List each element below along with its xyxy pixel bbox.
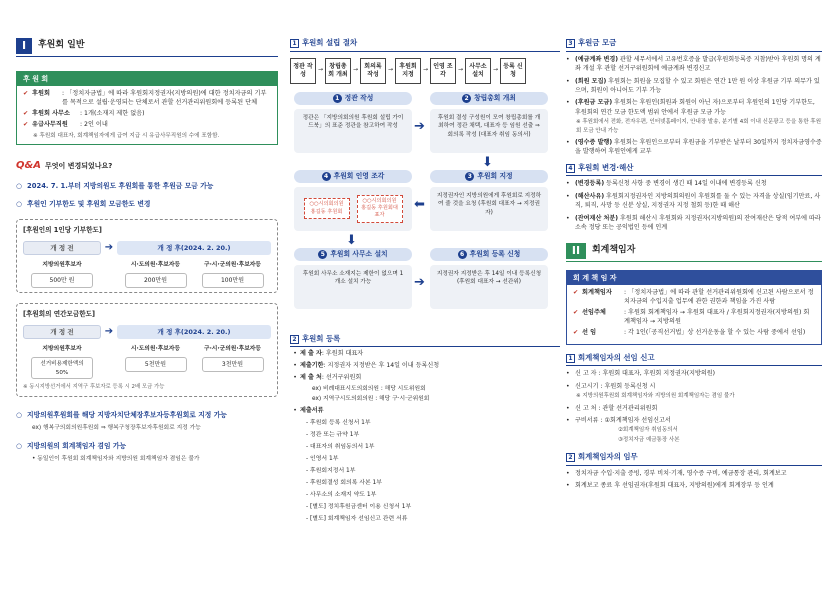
arrow-down-icon: ⬇	[346, 232, 357, 248]
definition-box	[16, 71, 278, 145]
list-item: • 제출기한: 지정권자 지정받은 후 14일 이내 등록신청	[293, 362, 440, 370]
flow-step: 사무소 설치	[465, 58, 491, 84]
section-header: 1 회계책임자의 선임 신고	[566, 353, 822, 367]
arrow-right-icon: ➔	[414, 274, 425, 290]
donation-limit-table: [후원인의 1인당 기부한도] 개 정 전 지방의원후보자 500만 원 ➔ 개 정 후(2024. 2. 20.) 시·도의원·후보자등 200만원 구·시·군의원·후보자등 100만원	[16, 219, 278, 293]
box-title: 회 계 책 임 자	[567, 271, 821, 285]
arrow-icon: →	[457, 66, 464, 74]
flow-step: 회의록 작성	[360, 58, 386, 84]
arrow-down-icon: ⬇	[482, 154, 493, 170]
list-item: • (해산사유) 후원회지정권자인 지방의회의원이 후원회를 둘 수 있는 자격을 상실(임기만료, 사직, 퇴직, 사망 등 신분 상실, 지정권자 지정 철회 등)한 때 해산	[566, 192, 821, 210]
list-item: • (회원 모집) 후원회는 회원을 모집할 수 있고 회원은 연간 1만 원 이상 후원금 기부 의무가 있으며, 회원이 아니어도 기부 가능	[566, 77, 820, 95]
step-card: 1 정관 작성 정관은 「지방의회의원 후원회 설립 가이드북」의 표준 정관을 참고하여 작성	[294, 92, 412, 153]
arrow-right-icon: ➔	[414, 118, 425, 134]
list-item: • 제 출 처: 선거구위원회	[293, 374, 362, 382]
section-title: 후원회 일반	[37, 40, 85, 51]
doc-item: - 후원회지정서 1부	[306, 467, 356, 474]
qa-item-1: ○ 2024. 7. 1.부터 지방의원도 후원회를 통한 후원금 모금 가능	[16, 181, 214, 190]
doc-item: - 후원회 등록 신청서 1부	[306, 419, 371, 426]
doc-item: - 인영서 1부	[306, 455, 339, 462]
definition-row: ✔ 회계책임자 : 「정치자금법」에 따라 관할 선거관리위원회에 신고된 사람으로서 정치자금의 수입지출 업무에 관한 권한과 책임을 가진 사람	[573, 288, 814, 305]
flow-step: 등록 신청	[500, 58, 526, 84]
column-3: 3 후원금 모금 • (예금계좌 변경) 관할 세무서에서 고유번호증을 발급(후원회등록증 지참)받아 후원회 명의 계좌 개설 후 관할 선거구위원회에 예금계좌 변경신고 • (회원 모집) 후원회는 회원을 모집할 수 있고 회원은 연간 1만 원 이상 후원금 기부 의무가 있으며, 회원이 아니어도 기부 가능 • (후원금 모금) 후원회는 후원인(회원과 회원이 아닌 자)으로부터 후원인의 1인당 기부한도, 후원회의 연간 모금 한도액 범위 안에서 후원금 모금 가능 ※ 후원회에서 전화, 전자우편, 인터넷홈페이지, 안내장 발송, 분기별 4회 이내 신문광고 등을 통한 후원회 모금 안내 가능 • (영수증 발행) 후원회는 후원인으로부터 후원금을 기부받은 날부터 30일까지 정치자금영수증을 발행하여 후원인에게 교부 4 후원회 변경·해산 • (변경등록) 등록신청 사항 중 변경이 생긴 때 14일 이내에 변경등록 신청 • (해산사유) 후원회지정권자인 지방의회의원이 후원회를 둘 수 있는 자격을 상실(임기만료, 사직, 퇴직, 사망 등 신분 상실, 지정권자 지정 철회 등)한 때 해산 • (잔여재산 처분) 후원회 해산시 후원회와 지정권자(지방의원)의 잔여재산은 당적 여부에 따라 소속 정당 또는 공익법인 등에 인계 II 회계책임자 회 계 책 임 자 ✔ 회계책임자 : 「정치자금법」에 따라 관할 선거관리위원회에 신고된 사람으로서 정치자금의 수입지출 업무에 관한 권한과 책임을 가진 사람 ✔ 선임주체 : 후원회 회계책임자 → 후원회 대표자 / 후원회지정권자(지방의원) 회계책임자 → 지방의원 ✔ 선 임 : 각 1인(「공직선거법」상 선거운동을 할 수 있는 사람 중에서 선임) 1 회계책임자의 선임 신고 • 신 고 자 : 후원회 대표자, 후원회 지정권자(지방의원) • 신고시기 : 후원회 등록신청 시 ※ 지방의원후원회 회계책임자와 지방의원 회계책임자는 겸임 불가 • 신 고 처 : 관할 선거관리위원회 • 구비서류 : ①회계책임자 선임신고서 ②회계책임자 취임동의서 ③정치자금 예금통장 사본 2 회계책임자의 임무 • 정치자금 수입·지출 증빙, 경부 비치·기재, 영수증 구비, 예금통장 관리, 회계보고 • 회계보고 종료 후 선임권자(후원회 대표자, 지방의원)에게 회계장부 등 인계	[566, 38, 822, 490]
list-item: • 제출서류	[293, 406, 324, 414]
arrow-right-icon: ➔	[104, 241, 114, 253]
list-item: • 신 고 처 : 관할 선거관리위원회	[566, 404, 658, 412]
check-icon: ✔	[573, 288, 579, 296]
list-item: • (잔여재산 처분) 후원회 해산시 후원회와 지정권자(지방의원)의 잔여재산은 당적 여부에 따라 소속 정당 또는 공익법인 등에 인계	[566, 214, 821, 232]
check-icon: ✔	[23, 110, 29, 118]
stamp-sample: ○○시의회의원 홍길동 후원회대표자	[357, 195, 403, 223]
definition-row: ✔ 선임주체 : 후원회 회계책임자 → 후원회 대표자 / 후원회지정권자(지방의원) 회계책임자 → 지방의원	[573, 308, 810, 325]
flow-step: 창립총회 개최	[325, 58, 351, 84]
section-header: 2 회계책임자의 임무	[566, 452, 822, 466]
qa-item-2: ○ 후원인 기부한도 및 후원회 모금한도 변경	[16, 199, 151, 208]
roman-numeral: I	[16, 38, 32, 54]
stamp-sample: ○○시의회의원 홍길동 후원회	[304, 198, 350, 219]
list-item: • (예금계좌 변경) 관할 세무서에서 고유번호증을 발급(후원회등록증 지참)받아 후원회 명의 계좌 개설 후 관할 선거구위원회에 예금계좌 변경신고	[566, 55, 821, 73]
doc-item: - 후원회결성 회의록 사본 1부	[306, 479, 382, 486]
list-item: • (후원금 모금) 후원회는 후원인(회원과 회원이 아닌 자)으로부터 후원인의 1인당 기부한도, 후원회의 연간 모금 한도액 범위 안에서 후원금 모금 가능	[566, 99, 815, 116]
flow-step: 인영 조각	[430, 58, 456, 84]
section-header-2	[566, 243, 822, 262]
list-item: • (변경등록) 등록신청 사항 중 변경이 생긴 때 14일 이내에 변경등록 신청	[566, 180, 767, 188]
list-item: • 정치자금 수입·지출 증빙, 경부 비치·기재, 영수증 구비, 예금통장 관리, 회계보고	[566, 469, 787, 477]
definition-row: ✔ 후원회 사무소 : 1개(소재지 제한 없음)	[23, 110, 145, 118]
step-card: 2 창립총회 개최 후원회 결성 구성원이 모여 창립총회를 개최하여 정관 채택, 대표자 등 임원 선출 ⇒ 회의록 작성 (대표자 취임 동의서)	[430, 92, 548, 153]
arrow-right-icon: ➔	[104, 325, 114, 337]
doc-item: - 대표자의 취임동의서 1부	[306, 443, 375, 450]
list-item: • 회계보고 종료 후 선임권자(후원회 대표자, 지방의원)에게 회계장부 등 인계	[566, 482, 774, 490]
column-2: 1 후원회 설립 절차 정관 작성 → 창립총회 개최 → 회의록 작성 → 후원회 지정 → 인영 조각 → 사무소 설치 → 등록 신청 1 정관 작성 정관은 「지방의회의원 후원회 설립 가이드북」의 표준 정관을 참고하여 작성 ➔ 2 창립총회 개최 후원회 결성 구성원이 모여 창립총회를 개최하여 정관 채택, 대표자 등 임원 선출 ⇒ 회의록 작성 (대표자 취임 동의서) ⬇ 4 후원회 인영 조각 ○○시의회의원 홍길동 후원회 ○○시의회의원 홍길동 후원회대표자 ⬅ 3 후원회 지정 지정권자인 지방의원에게 후원회로 지정하여 줄 것을 요청 (후원회 대표자 → 지정권자) ⬇ 5 후원회 사무소 설치 후원회 사무소 소재지는 제한이 없으며 1개소 설치 가능 ➔ 6 후원회 등록 신청 지정권자 지정받은 후 14일 이내 등록신청 (후원회 대표자 → 선관위) 2 후원회 등록 • 제 출 자: 후원회 대표자 • 제출기한: 지정권자 지정받은 후 14일 이내 등록신청 • 제 출 처: 선거구위원회 ex) 비례대표시도의회의원 : 해당 시도위원회 ex) 지역구시도의회의원 : 해당 구·시·군위원회 • 제출서류 - 후원회 등록 신청서 1부 - 정관 또는 규약 1부 - 대표자의 취임동의서 1부 - 인영서 1부 - 후원회지정서 1부 - 후원회결성 회의록 사본 1부 - 사무소의 소재지 약도 1부 - [별도] 정치후원금센터 이용 신청서 1부 - [별도] 회계책임자 선임신고 관련 서류	[290, 38, 560, 523]
step-card: 5 후원회 사무소 설치 후원회 사무소 소재지는 제한이 없으며 1개소 설치 가능	[294, 248, 412, 309]
section-header: 3 후원금 모금	[566, 38, 822, 52]
arrow-icon: →	[317, 66, 324, 74]
process-flow	[290, 58, 560, 84]
roman-numeral: II	[566, 243, 586, 259]
section-header: 2 후원회 등록	[290, 334, 560, 348]
step-card: 3 후원회 지정 지정권자인 지방의원에게 후원회로 지정하여 줄 것을 요청 (후원회 대표자 → 지정권자)	[430, 170, 548, 231]
definition-box	[566, 270, 822, 345]
list-item: • 신고시기 : 후원회 등록신청 시	[566, 382, 656, 390]
arrow-left-icon: ⬅	[414, 196, 425, 212]
step-card: 4 후원회 인영 조각 ○○시의회의원 홍길동 후원회 ○○시의회의원 홍길동 후원회대표자	[294, 170, 412, 231]
qa-item-3: ○ 지방의원후원회를 해당 지방자치단체장후보자등후원회로 지정 가능	[16, 411, 227, 420]
flow-step: 정관 작성	[290, 58, 316, 84]
qa-header: Q&A 무엇이 변경되었나요?	[16, 160, 113, 172]
check-icon: ✔	[573, 328, 579, 336]
definition-row: ✔ 후원회 : 「정치자금법」에 따라 후원회지정권자(지방의원)에 대한 정치자금의 기부를 목적으로 설립·운영되는 단체로서 관할 선거관리위원회에 등록된 단체	[23, 90, 267, 107]
definition-row: ✔ 선 임 : 각 1인(「공직선거법」상 선거운동을 할 수 있는 사람 중에서 선임)	[573, 328, 806, 336]
annual-limit-table: [후원회의 연간모금한도] 개 정 전 지방의원후보자 선거비용제한액의 50% ➔ 개 정 후(2024. 2. 20.) 시·도의원·후보자등 5천만원 구·시·군의원·후보자등 3천만원 ※ 동시지방선거에서 지역구 후보자로 등록 시 2배 모금 가능	[16, 303, 278, 397]
column-1: I 후원회 일반 후 원 회 ✔ 후원회 : 「정치자금법」에 따라 후원회지정권자(지방의원)에 대한 정치자금의 기부를 목적으로 설립·운영되는 단체로서 관할 선거관리위원회에 등록된 단체 ✔ 후원회 사무소 : 1개(소재지 제한 없음) ✔ 유급사무직원 : 2인 이내 ※ 후원회 대표자, 회계책임자에게 급여 지급 시 유급사무직원의 수에 포함함. Q&A 무엇이 변경되었나요? ○ 2024. 7. 1.부터 지방의원도 후원회를 통한 후원금 모금 가능 ○ 후원인 기부한도 및 후원회 모금한도 변경 [후원인의 1인당 기부한도] 개 정 전 지방의원후보자 500만 원 ➔ 개 정 후(2024. 2. 20.) 시·도의원·후보자등 200만원 구·시·군의원·후보자등 100만원 [후원회의 연간모금한도] 개 정 전 지방의원후보자 선거비용제한액의 50% ➔ 개 정 후(2024. 2. 20.) 시·도의원·후보자등 5천만원 구·시·군의원·후보자등 3천만원 ※ 동시지방선거에서 지역구 후보자로 등록 시 2배 모금 가능 ○ 지방의원후원회를 해당 지방자치단체장후보자등후원회로 지정 가능 ex) 행복구의회의원후원회 ⇒ 행복구청장후보자후원회로 지정 가능 ○ 지방의원의 회계책임자 겸임 가능 • 동일인이 후원회 회계책임자와 지방의원 회계책임자 겸임은 불가	[16, 38, 278, 464]
list-item: • 제 출 자: 후원회 대표자	[293, 350, 364, 358]
list-item: • 구비서류 : ①회계책임자 선임신고서	[566, 417, 671, 425]
doc-item: - 사무소의 소재지 약도 1부	[306, 491, 377, 498]
section-header: 4 후원회 변경·해산	[566, 163, 822, 177]
doc-item: - [별도] 회계책임자 선임신고 관련 서류	[306, 515, 408, 522]
check-icon: ✔	[23, 121, 29, 129]
section-header: 1 후원회 설립 절차	[290, 38, 560, 52]
step-diagram	[290, 92, 560, 316]
check-icon: ✔	[23, 90, 29, 98]
section-title: 회계책임자	[591, 245, 636, 256]
arrow-icon: →	[387, 66, 394, 74]
arrow-icon: →	[352, 66, 359, 74]
check-icon: ✔	[573, 308, 579, 316]
doc-item: - [별도] 정치후원금센터 이용 신청서 1부	[306, 503, 412, 510]
arrow-icon: →	[492, 66, 499, 74]
step-card: 6 후원회 등록 신청 지정권자 지정받은 후 14일 이내 등록신청 (후원회 대표자 → 선관위)	[430, 248, 548, 309]
arrow-icon: →	[422, 66, 429, 74]
box-note: ※ 후원회 대표자, 회계책임자에게 급여 지급 시 유급사무직원의 수에 포함함.	[33, 133, 220, 140]
list-item: • 신 고 자 : 후원회 대표자, 후원회 지정권자(지방의원)	[566, 370, 716, 378]
doc-item: - 정관 또는 규약 1부	[306, 431, 360, 438]
box-title: 후 원 회	[17, 72, 277, 86]
flow-step: 후원회 지정	[395, 58, 421, 84]
definition-row: ✔ 유급사무직원 : 2인 이내	[23, 121, 108, 129]
qa-item-4: ○ 지방의원의 회계책임자 겸임 가능	[16, 442, 127, 451]
list-item: • (영수증 발행) 후원회는 후원인으로부터 후원금을 기부받은 날부터 30일까지 정치자금영수증을 발행하여 후원인에게 교부	[566, 138, 822, 156]
section-header-1	[16, 38, 278, 57]
